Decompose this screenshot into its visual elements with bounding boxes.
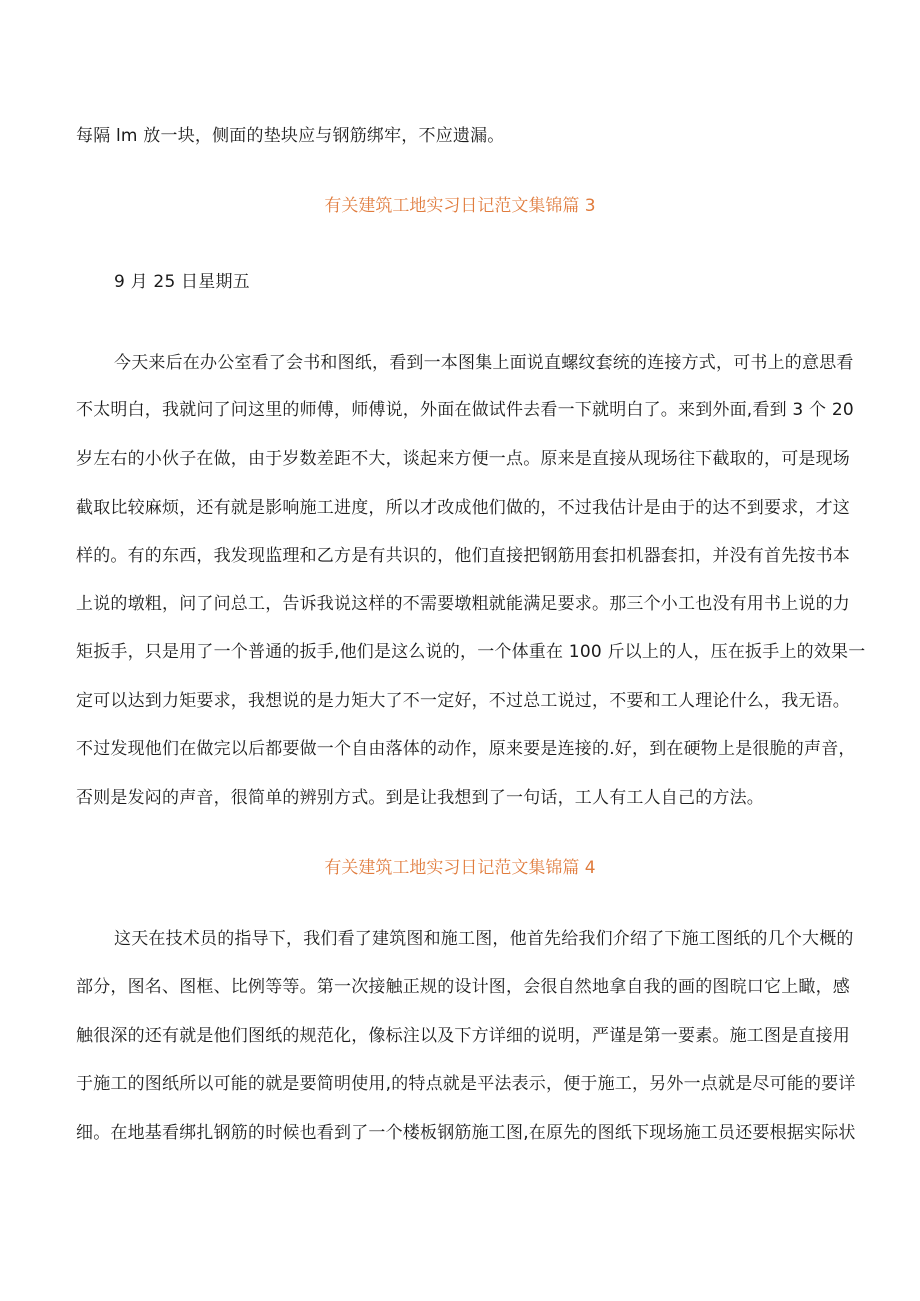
paragraph-line: 部分，图名、图框、比例等等。第一次接触正规的设计图，会很自然地拿自我的画的图晥口它上瞰，感 [76,977,850,997]
section-3-heading: 有关建筑工地实习日记范文集锦篇 3 [324,196,596,216]
paragraph-line: 截取比较麻烦，还有就是影响施工进度，所以才改成他们做的，不过我估计是由于的达不到要求，才这 [76,498,850,518]
section-3-date: 9 月 25 日星期五 [114,272,250,292]
paragraph-line: 岁左右的小伙子在做，由于岁数差距不大，谈起来方便一点。原来是直接从现场往下截取的，可是现场 [76,449,850,469]
paragraph-line: 矩扳手，只是用了一个普通的扳手,他们是这么说的，一个体重在 100 斤以上的人，压在扳手上的效果一 [76,642,866,662]
section-4-heading: 有关建筑工地实习日记范文集锦篇 4 [324,858,596,878]
paragraph-line: 于施工的图纸所以可能的就是要简明使用,的特点就是平法表示，便于施工，另外一点就是尽可能的要详 [76,1074,856,1094]
paragraph-line: 不过发现他们在做完以后都要做一个自由落体的动作，原来要是连接的.好，到在硬物上是很脆的声音， [76,739,856,759]
paragraph-line: 样的。有的东西，我发现监理和乙方是有共识的，他们直接把钢筋用套扣机器套扣，并没有首先按书本 [76,546,850,566]
paragraph-line: 今天来后在办公室看了会书和图纸，看到一本图集上面说直螺纹套统的连接方式，可书上的意思看 [114,353,854,373]
paragraph-line: 触很深的还有就是他们图纸的规范化，像标注以及下方详细的说明，严谨是第一要素。施工图是直接用 [76,1026,850,1046]
intro-paragraph-line: 每隔 lm 放一块，侧面的垫块应与钢筋绑牢，不应遗漏。 [76,126,505,146]
paragraph-line: 上说的墩粗，问了问总工，告诉我说这样的不需要墩粗就能满足要求。那三个小工也没有用书上说的力 [76,594,850,614]
paragraph-line: 细。在地基看绑扎钢筋的时候也看到了一个楼板钢筋施工图,在原先的图纸下现场施工员还要根据实际状 [76,1123,856,1143]
paragraph-line: 定可以达到力矩要求，我想说的是力矩大了不一定好，不过总工说过，不要和工人理论什么，我无语。 [76,691,850,711]
paragraph-line: 这天在技术员的指导下，我们看了建筑图和施工图，他首先给我们介绍了下施工图纸的几个大概的 [114,929,854,949]
paragraph-line: 否则是发闷的声音，很简单的辨别方式。到是让我想到了一句话，工人有工人自己的方法。 [76,788,764,808]
paragraph-line: 不太明白，我就问了问这里的师傅，师傅说，外面在做试件去看一下就明白了。来到外面,看到 3 个 20 [76,400,854,420]
